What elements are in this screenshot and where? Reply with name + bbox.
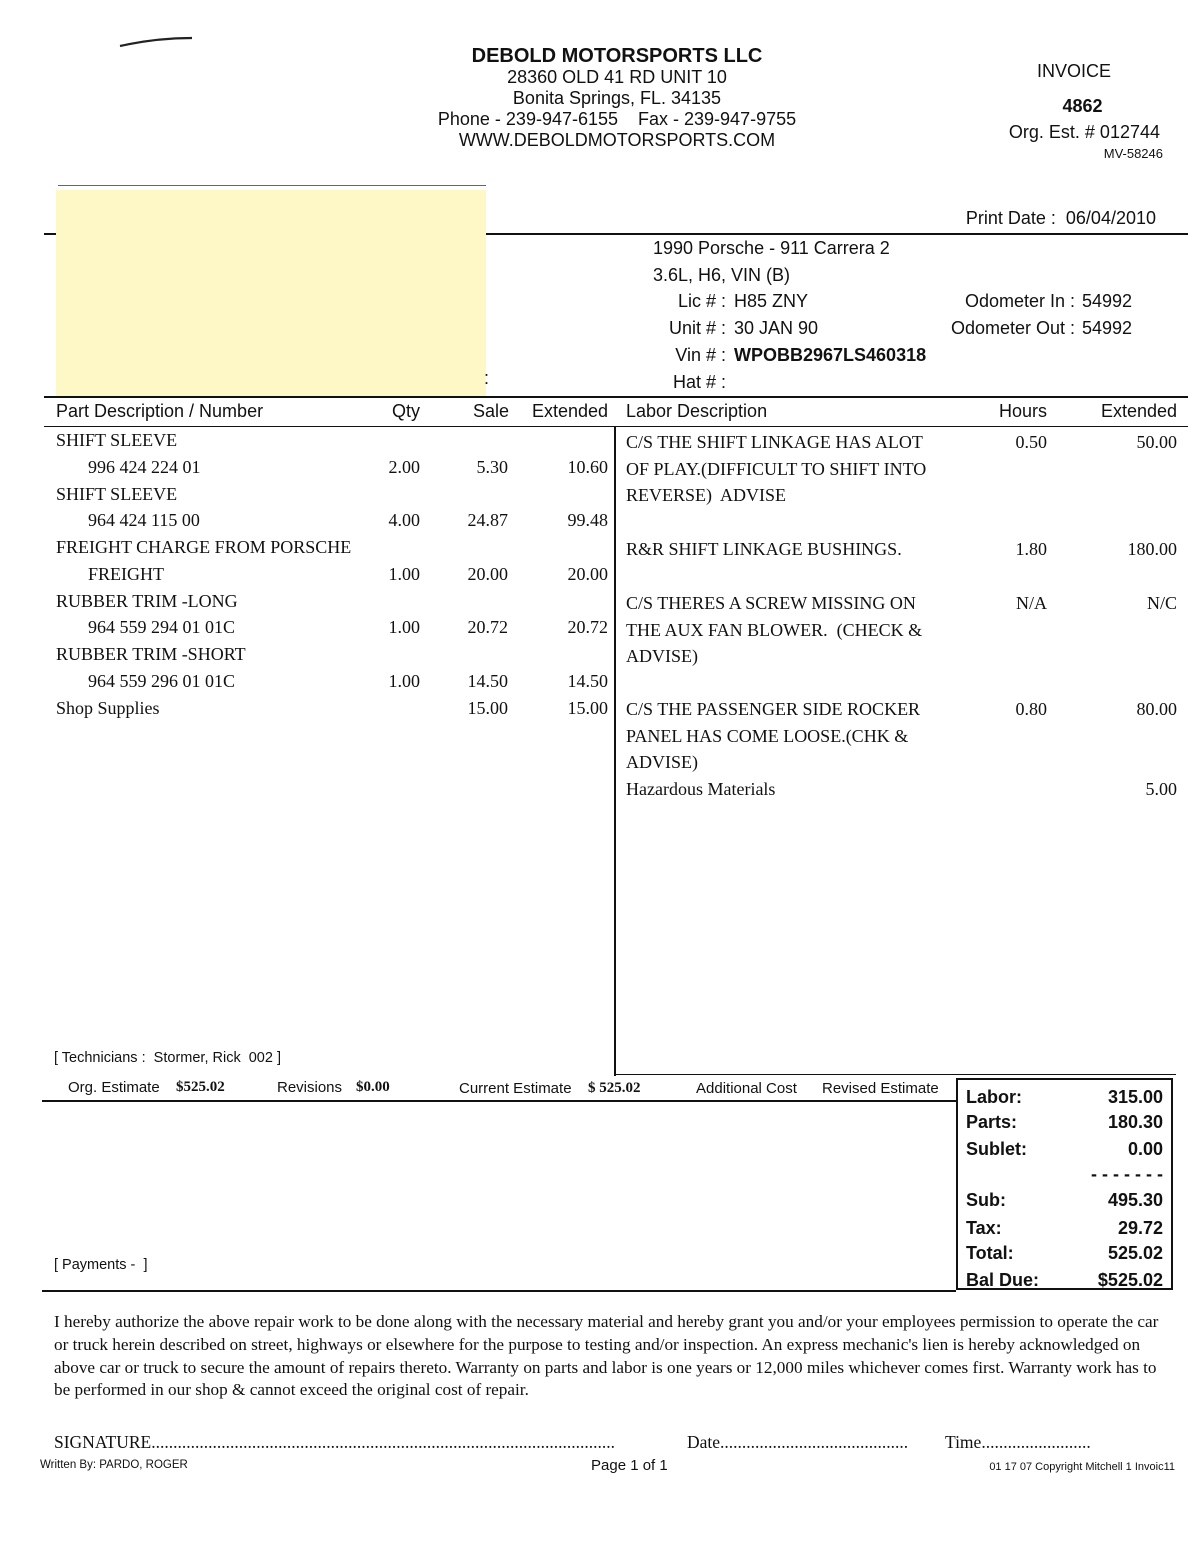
rule (44, 396, 1188, 398)
vin-value: WPOBB2967LS460318 (734, 345, 927, 365)
odometer-out-label: Odometer Out : (950, 318, 1075, 338)
date-line: Date........................................... (687, 1432, 909, 1452)
page-number: Page 1 of 1 (591, 1457, 668, 1474)
part-name: SHIFT SLEEVE (56, 430, 178, 450)
part-number: 996 424 224 01 (88, 456, 201, 477)
rule (42, 1100, 956, 1102)
vehicle-model: 1990 Porsche - 911 Carrera 2 (653, 238, 890, 258)
company-website: WWW.DEBOLDMOTORSPORTS.COM (458, 130, 776, 150)
odometer-in-value: 54992 (1082, 291, 1133, 311)
part-qty: 1.00 (388, 617, 420, 638)
labor-hours: 1.80 (1015, 539, 1047, 559)
totals-box: Labor: 315.00 Parts: 180.30 Sublet: 0.00 - - - - - - - Sub: 495.30 Tax: 29.72 Total: 525.02 Bal Due: $525.02 (956, 1078, 1173, 1290)
revised-estimate-label: Revised Estimate (822, 1080, 939, 1097)
labor-description-line: THE AUX FAN BLOWER. (CHECK & (626, 619, 923, 640)
revisions-value: $0.00 (356, 1079, 390, 1095)
shop-supplies-label: Shop Supplies (56, 698, 160, 718)
labor-extended: N/C (1146, 593, 1177, 613)
part-qty: 1.00 (388, 563, 420, 584)
print-date: Print Date : 06/04/2010 (965, 208, 1156, 228)
part-name: SHIFT SLEEVE (56, 483, 178, 504)
unit-value: 30 JAN 90 (734, 318, 819, 338)
part-qty: 1.00 (388, 670, 420, 691)
company-address-2: Bonita Springs, FL. 34135 (512, 88, 722, 108)
labor-description-line: REVERSE) ADVISE (626, 485, 787, 506)
header-qty: Qty (391, 401, 420, 421)
part-extended: 99.48 (567, 510, 608, 531)
rule (58, 185, 486, 186)
revisions-label: Revisions (277, 1079, 343, 1096)
header-extended: Extended (531, 401, 608, 421)
labor-extended: 180.00 (1127, 539, 1177, 559)
unit-label: Unit # : (668, 318, 726, 338)
part-extended: 14.50 (567, 670, 608, 691)
labor-description-line: OF PLAY.(DIFFICULT TO SHIFT INTO (626, 458, 927, 479)
company-address-1: 28360 OLD 41 RD UNIT 10 (507, 67, 727, 87)
part-qty: 4.00 (388, 510, 420, 531)
labor-extended: 80.00 (1136, 699, 1177, 719)
copyright: 01 17 07 Copyright Mitchell 1 Invoic11 (989, 1461, 1175, 1473)
org-estimate-label: Org. Estimate (68, 1079, 160, 1096)
written-by: Written By: PARDO, ROGER (40, 1459, 188, 1471)
part-number: 964 559 294 01 01C (88, 617, 236, 638)
part-sale: 20.00 (467, 563, 508, 584)
mv-number: MV-58246 (1103, 146, 1163, 161)
org-estimate-value: $525.02 (176, 1079, 225, 1095)
labor-description-line: C/S THERES A SCREW MISSING ON (626, 593, 916, 613)
header-sale: Sale (472, 401, 509, 421)
part-number: 964 559 296 01 01C (88, 670, 236, 691)
authorization-disclaimer: I hereby authorize the above repair work to be done along with the necessary material and hereby grant you and/or your employees permission to operate the car or truck herein described on street, highways or elsewhere for the purpose to testing and/or inspection. An express mechanic's lien is hereby acknowledged on above car or truck to secure the amount of repairs thereto. Warranty on parts and labor is one years or 12,000 miles whichever comes first. Warranty work has to be performed in our shop & cannot exceed the original cost of repair. (54, 1312, 1159, 1400)
rule (42, 1290, 956, 1292)
labor-hours: 0.50 (1015, 432, 1047, 452)
current-estimate-value: $ 525.02 (588, 1080, 641, 1096)
header-part-description: Part Description / Number (56, 401, 264, 421)
additional-cost-label: Additional Cost (696, 1080, 797, 1097)
odometer-in-label: Odometer In : (964, 291, 1075, 311)
odometer-out-value: 54992 (1082, 318, 1133, 338)
header-hours: Hours (998, 401, 1047, 421)
company-phone: Phone - 239-947-6155 Fax - 239-947-9755 (437, 109, 797, 129)
column-divider (614, 426, 616, 1076)
time-line: Time......................... (945, 1432, 1091, 1452)
company-block (417, 45, 817, 151)
part-name: RUBBER TRIM -LONG (56, 590, 238, 611)
part-extended: 10.60 (567, 456, 608, 477)
labor-description-line: PANEL HAS COME LOOSE.(CHK & (626, 725, 909, 746)
labor-description-line: C/S THE PASSENGER SIDE ROCKER (626, 699, 921, 719)
technicians: [ Technicians : Stormer, Rick 002 ] (54, 1050, 281, 1066)
part-number: 964 424 115 00 (88, 510, 200, 531)
shop-supplies-sale: 15.00 (467, 698, 508, 718)
part-sale: 24.87 (467, 510, 508, 531)
invoice-number: 4862 (1062, 96, 1103, 116)
labor-description-line: ADVISE) (626, 752, 698, 773)
rule (44, 426, 1188, 427)
labor-hours: 0.80 (1015, 699, 1047, 719)
rule (614, 1074, 1176, 1075)
part-name: FREIGHT CHARGE FROM PORSCHE (56, 537, 352, 557)
header-labor-description: Labor Description (626, 401, 768, 421)
part-extended: 20.00 (567, 563, 608, 584)
hazardous-materials-label: Hazardous Materials (626, 779, 776, 799)
colon-mark: : (484, 368, 490, 388)
labor-extended: 50.00 (1136, 432, 1177, 452)
part-sale: 20.72 (467, 617, 508, 638)
part-qty: 2.00 (388, 456, 420, 477)
shop-supplies-extended: 15.00 (567, 698, 608, 718)
pen-mark (116, 32, 196, 52)
vin-label: Vin # : (675, 345, 726, 365)
labor-description-line: R&R SHIFT LINKAGE BUSHINGS. (626, 539, 902, 559)
header-labor-extended: Extended (1100, 401, 1177, 421)
current-estimate-label: Current Estimate (459, 1080, 572, 1097)
company-name: DEBOLD MOTORSPORTS LLC (471, 45, 763, 67)
labor-description-line: ADVISE) (626, 646, 698, 667)
invoice-label: INVOICE (1036, 61, 1111, 81)
payments: [ Payments - ] (54, 1257, 148, 1273)
labor-description-line: C/S THE SHIFT LINKAGE HAS ALOT (626, 432, 923, 452)
org-est-number: Org. Est. # 012744 (1008, 122, 1160, 142)
lic-value: H85 ZNY (734, 291, 809, 311)
part-sale: 5.30 (476, 456, 508, 477)
vehicle-engine: 3.6L, H6, VIN (B) (653, 265, 791, 285)
hat-label: Hat # : (672, 372, 726, 392)
part-name: RUBBER TRIM -SHORT (56, 644, 246, 664)
part-number: FREIGHT (88, 563, 164, 584)
part-sale: 14.50 (467, 670, 508, 691)
redacted-customer-info (56, 190, 486, 396)
signature-line: SIGNATURE.......................................................................................................... (54, 1432, 615, 1452)
hazardous-materials-extended: 5.00 (1145, 779, 1177, 799)
labor-hours: N/A (1016, 593, 1047, 613)
rule (486, 233, 1188, 235)
part-extended: 20.72 (567, 617, 608, 638)
lic-label: Lic # : (677, 291, 726, 311)
